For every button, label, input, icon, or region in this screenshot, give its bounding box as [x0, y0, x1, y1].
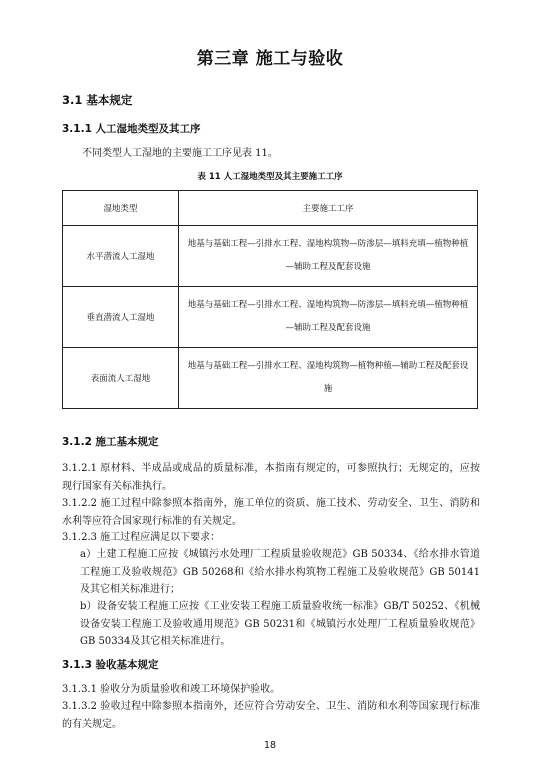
section-heading-3-1: 3.1 基本规定	[62, 93, 133, 107]
chapter-title: 第三章 施工与验收	[196, 49, 344, 69]
table-header-type: 湿地类型	[63, 191, 179, 226]
paragraph-3-1-2-2: 3.1.2.2 施工过程中除参照本指南外，施工单位的资质、施工技术、劳动安全、卫生、消防和水利等应符合国家现行标准的有关规定。	[62, 498, 480, 527]
paragraph-3-1-2-1: 3.1.2.1 原材料、半成品或成品的质量标准，本指南有规定的，可参照执行；无规定的，应按现行国家有关标准执行。	[62, 463, 480, 492]
table-intro-paragraph: 不同类型人工湿地的主要施工工序见表 11。	[82, 148, 278, 159]
table-header-row	[63, 191, 478, 226]
table-header-process: 主要施工工序	[179, 191, 478, 226]
subsection-heading-3-1-1: 3.1.1 人工湿地类型及其工序	[62, 123, 201, 135]
table-cell-type: 表面流人工湿地	[63, 348, 179, 409]
page-number: 18	[263, 740, 277, 751]
subsection-heading-3-1-3: 3.1.3 验收基本规定	[62, 659, 159, 671]
paragraph-3-1-3-2: 3.1.3.2 验收过程中除参照本指南外，还应符合劳动安全、卫生、消防和水利等国家现行标准的有关规定。	[62, 701, 480, 730]
table-cell-process: 地基与基础工程—引排水工程、湿地构筑物—植物种植—辅助工程及配套设施	[179, 348, 478, 409]
table-caption: 表 11 人工湿地类型及其主要施工工序	[197, 172, 343, 182]
subsection-heading-3-1-2: 3.1.2 施工基本规定	[62, 436, 159, 448]
table-cell-type: 水平潜流人工湿地	[63, 226, 179, 287]
paragraph-item-a: a）土建工程施工应按《城镇污水处理厂工程质量验收规范》GB 50334、《给水排水管道工程施工及验收规范》GB 50268和《给水排水构筑物工程施工及验收规范》GB 50141及其它相关标准进行；	[80, 549, 480, 595]
table-row	[63, 287, 478, 348]
table-cell-type: 垂直潜流人工湿地	[63, 287, 179, 348]
table-row	[63, 348, 478, 409]
table-cell-process: 地基与基础工程—引排水工程、湿地构筑物—防渗层—填料充填—植物种植—辅助工程及配套设施	[179, 287, 478, 348]
paragraph-3-1-3-1: 3.1.3.1 验收分为质量验收和竣工环境保护验收。	[62, 684, 281, 695]
wetland-process-table	[62, 190, 478, 409]
paragraph-item-b: b）设备安装工程施工应按《工业安装工程施工质量验收统一标准》GB/T 50252、《机械设备安装工程施工及验收通用规范》GB 50231和《城镇污水处理厂工程质量验收规范》GB 50334及其它相关标准进行。	[80, 601, 480, 647]
table-cell-process: 地基与基础工程—引排水工程、湿地构筑物—防渗层—填料充填—植物种植—辅助工程及配套设施	[179, 226, 478, 287]
table-row	[63, 226, 478, 287]
paragraph-3-1-2-3: 3.1.2.3 施工过程应满足以下要求：	[62, 532, 221, 543]
